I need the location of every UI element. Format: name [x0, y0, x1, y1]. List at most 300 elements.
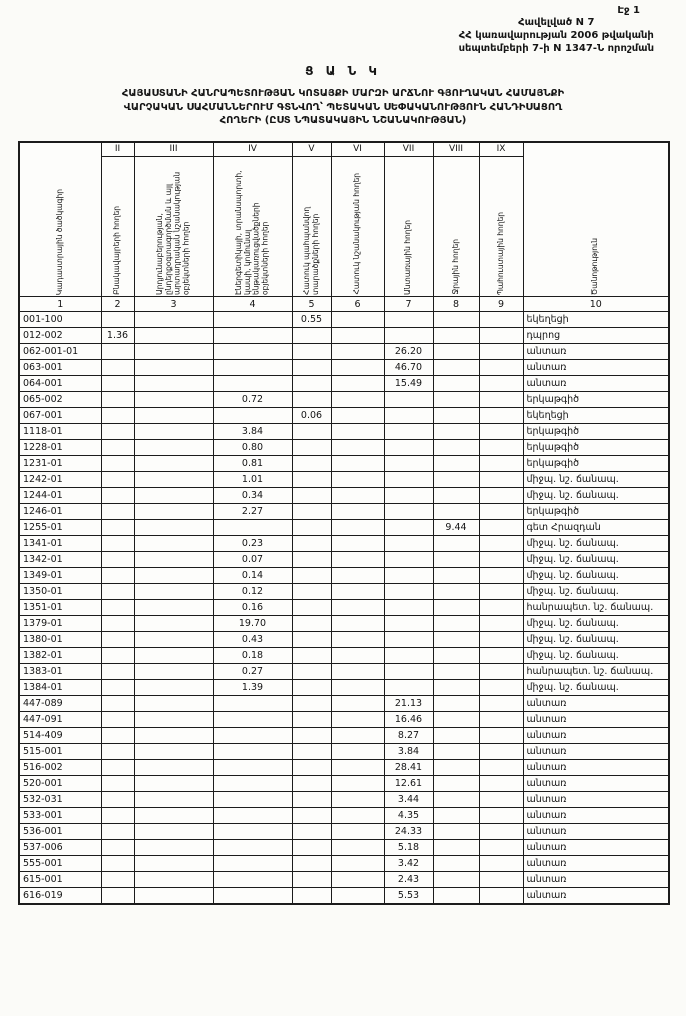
area-value-cell	[433, 456, 479, 472]
area-value-cell: 26.20	[384, 344, 433, 360]
area-value-cell	[134, 440, 213, 456]
area-value-cell	[331, 392, 384, 408]
column-roman-numeral: IV	[213, 142, 292, 157]
note-cell: միջպ. նշ. ճանապ.	[523, 472, 669, 488]
area-value-cell	[101, 872, 134, 888]
area-value-cell	[101, 792, 134, 808]
area-value-cell	[292, 712, 331, 728]
table-row	[19, 824, 669, 840]
area-value-cell	[134, 536, 213, 552]
cadastral-code-cell: 532-031	[19, 792, 101, 808]
area-value-cell	[292, 504, 331, 520]
note-cell: անտառ	[523, 792, 669, 808]
area-value-cell: 9.44	[433, 520, 479, 536]
area-value-cell	[134, 840, 213, 856]
area-value-cell	[433, 776, 479, 792]
note-cell: եկեղեցի	[523, 408, 669, 424]
area-value-cell	[134, 856, 213, 872]
area-value-cell	[384, 312, 433, 328]
note-cell: անտառ	[523, 888, 669, 904]
area-value-cell	[479, 360, 523, 376]
area-value-cell	[101, 664, 134, 680]
column-number: 8	[433, 297, 479, 312]
table-row	[19, 520, 669, 536]
table-row	[19, 856, 669, 872]
title-line-2: ՎԱՐՉԱԿԱՆ ՍԱՀՄԱՆՆԵՐՈՒՄ ԳՏՆՎՈՂ՝ ՊԵՏԱԿԱՆ ՍԵՓԱԿԱՆՈՒԹՅՈՒՆ ՀԱՆԴԻՍԱՑՈՂ	[123, 101, 563, 113]
area-value-cell	[134, 520, 213, 536]
header-note-label: Ծանոթություն	[590, 237, 600, 295]
cadastral-code-cell: 062-001-01	[19, 344, 101, 360]
area-value-cell	[292, 824, 331, 840]
area-value-cell	[292, 888, 331, 904]
area-value-cell	[331, 472, 384, 488]
table-row	[19, 680, 669, 696]
area-value-cell	[479, 536, 523, 552]
table-row	[19, 328, 669, 344]
area-value-cell	[331, 568, 384, 584]
column-number: 7	[384, 297, 433, 312]
area-value-cell	[384, 488, 433, 504]
note-cell: միջպ. նշ. ճանապ.	[523, 536, 669, 552]
area-value-cell: 21.13	[384, 696, 433, 712]
area-value-cell	[134, 744, 213, 760]
area-value-cell	[292, 552, 331, 568]
area-value-cell	[433, 312, 479, 328]
area-value-cell	[331, 872, 384, 888]
area-value-cell	[479, 744, 523, 760]
area-value-cell: 2.27	[213, 504, 292, 520]
area-value-cell	[433, 568, 479, 584]
area-value-cell	[134, 824, 213, 840]
area-value-cell	[384, 456, 433, 472]
note-cell: եկեղեցի	[523, 312, 669, 328]
area-value-cell	[101, 632, 134, 648]
header-industrial-lands: Արդյունաբերության, ընդերքօգտագործման և այլ արտադրական նշանակության օբյեկտների հողեր	[134, 157, 213, 297]
cadastral-code-cell: 1118-01	[19, 424, 101, 440]
area-value-cell	[213, 712, 292, 728]
area-value-cell	[292, 440, 331, 456]
note-cell: երկաթգիծ	[523, 440, 669, 456]
table-row	[19, 808, 669, 824]
note-cell: երկաթգիծ	[523, 456, 669, 472]
area-value-cell	[331, 632, 384, 648]
area-value-cell	[101, 408, 134, 424]
area-value-cell	[101, 696, 134, 712]
area-value-cell	[479, 584, 523, 600]
area-value-cell	[134, 472, 213, 488]
note-cell: միջպ. նշ. ճանապ.	[523, 488, 669, 504]
area-value-cell	[433, 328, 479, 344]
area-value-cell	[331, 680, 384, 696]
note-cell: անտառ	[523, 360, 669, 376]
table-row	[19, 792, 669, 808]
note-cell: միջպ. նշ. ճանապ.	[523, 632, 669, 648]
area-value-cell	[479, 680, 523, 696]
table-row	[19, 488, 669, 504]
area-value-cell	[213, 344, 292, 360]
area-value-cell	[433, 760, 479, 776]
table-row	[19, 376, 669, 392]
area-value-cell	[101, 504, 134, 520]
area-value-cell	[101, 888, 134, 904]
area-value-cell	[331, 536, 384, 552]
doc-type-heading: Ց Ա Ն Կ	[305, 64, 381, 78]
table-row	[19, 712, 669, 728]
cadastral-code-cell: 1341-01	[19, 536, 101, 552]
area-value-cell	[384, 504, 433, 520]
title-line-1: ՀԱՅԱՍՏԱՆԻ ՀԱՆՐԱՊԵՏՈՒԹՅԱՆ ԿՈՏԱՅՔԻ ՄԱՐԶԻ ԱՐՃՆՈՒ ԳՅՈՒՂԱԿԱՆ ՀԱՄԱՅՆՔԻ	[121, 88, 565, 99]
note-cell: անտառ	[523, 776, 669, 792]
note-cell: երկաթգիծ	[523, 392, 669, 408]
column-roman-numeral: VII	[384, 142, 433, 157]
area-value-cell	[331, 408, 384, 424]
table-row	[19, 584, 669, 600]
area-value-cell	[292, 584, 331, 600]
area-value-cell	[384, 408, 433, 424]
area-value-cell	[134, 728, 213, 744]
area-value-cell	[331, 312, 384, 328]
note-cell: միջպ. նշ. ճանապ.	[523, 680, 669, 696]
cadastral-code-cell: 520-001	[19, 776, 101, 792]
area-value-cell	[479, 872, 523, 888]
area-value-cell	[479, 328, 523, 344]
column-roman-numeral: IX	[479, 142, 523, 157]
area-value-cell	[292, 392, 331, 408]
note-cell: անտառ	[523, 712, 669, 728]
area-value-cell	[213, 760, 292, 776]
area-value-cell	[292, 344, 331, 360]
area-value-cell	[213, 808, 292, 824]
cadastral-code-cell: 537-006	[19, 840, 101, 856]
area-value-cell	[134, 664, 213, 680]
column-roman-numeral: V	[292, 142, 331, 157]
cadastral-code-cell: 012-002	[19, 328, 101, 344]
area-value-cell	[433, 600, 479, 616]
table-row	[19, 840, 669, 856]
area-value-cell	[213, 408, 292, 424]
document-title	[18, 87, 668, 128]
area-value-cell	[292, 776, 331, 792]
gov-decision-line1: ՀՀ կառավարության 2006 թվականի	[458, 30, 654, 41]
area-value-cell	[433, 552, 479, 568]
cadastral-code-cell: 615-001	[19, 872, 101, 888]
area-value-cell	[101, 344, 134, 360]
area-value-cell	[433, 504, 479, 520]
column-roman-numeral: II	[101, 142, 134, 157]
area-value-cell	[101, 376, 134, 392]
table-row	[19, 408, 669, 424]
roman-numeral-row	[19, 142, 669, 157]
cadastral-code-cell: 1350-01	[19, 584, 101, 600]
cadastral-code-cell: 447-091	[19, 712, 101, 728]
area-value-cell	[101, 776, 134, 792]
note-cell: միջպ. նշ. ճանապ.	[523, 616, 669, 632]
area-value-cell	[433, 424, 479, 440]
table-row	[19, 632, 669, 648]
header-note	[523, 142, 669, 297]
area-value-cell	[479, 632, 523, 648]
area-value-cell	[213, 840, 292, 856]
area-value-cell	[479, 712, 523, 728]
area-value-cell	[479, 424, 523, 440]
area-value-cell	[479, 808, 523, 824]
table-row	[19, 616, 669, 632]
table-row	[19, 760, 669, 776]
cadastral-code-cell: 533-001	[19, 808, 101, 824]
area-value-cell	[134, 888, 213, 904]
table-row	[19, 776, 669, 792]
area-value-cell	[331, 424, 384, 440]
area-value-cell	[101, 584, 134, 600]
area-value-cell: 1.36	[101, 328, 134, 344]
column-number: 5	[292, 297, 331, 312]
area-value-cell	[479, 504, 523, 520]
area-value-cell	[433, 440, 479, 456]
area-value-cell	[292, 488, 331, 504]
cadastral-code-cell: 1351-01	[19, 600, 101, 616]
area-value-cell: 0.55	[292, 312, 331, 328]
area-value-cell	[433, 632, 479, 648]
cadastral-code-cell: 063-001	[19, 360, 101, 376]
area-value-cell	[331, 616, 384, 632]
cadastral-code-cell: 516-002	[19, 760, 101, 776]
cadastral-code-cell: 1228-01	[19, 440, 101, 456]
area-value-cell	[213, 360, 292, 376]
area-value-cell	[433, 712, 479, 728]
table-row	[19, 728, 669, 744]
area-value-cell	[384, 392, 433, 408]
column-roman-numeral: VI	[331, 142, 384, 157]
area-value-cell	[134, 568, 213, 584]
table-body	[19, 312, 669, 904]
cadastral-code-cell: 1246-01	[19, 504, 101, 520]
area-value-cell: 0.43	[213, 632, 292, 648]
area-value-cell	[134, 616, 213, 632]
area-value-cell	[213, 728, 292, 744]
area-value-cell: 0.16	[213, 600, 292, 616]
area-value-cell	[331, 712, 384, 728]
column-number-row	[19, 297, 669, 312]
area-value-cell	[331, 696, 384, 712]
area-value-cell	[292, 792, 331, 808]
area-value-cell: 12.61	[384, 776, 433, 792]
area-value-cell	[134, 792, 213, 808]
cadastral-code-cell: 555-001	[19, 856, 101, 872]
area-value-cell	[479, 408, 523, 424]
area-value-cell	[101, 600, 134, 616]
header-reserve-lands: Պահուստային հողեր	[479, 157, 523, 297]
area-value-cell: 1.01	[213, 472, 292, 488]
area-value-cell	[479, 728, 523, 744]
column-number: 2	[101, 297, 134, 312]
area-value-cell	[101, 808, 134, 824]
area-value-cell	[433, 360, 479, 376]
area-value-cell	[101, 360, 134, 376]
cadastral-code-cell: 1379-01	[19, 616, 101, 632]
area-value-cell	[331, 360, 384, 376]
area-value-cell	[213, 376, 292, 392]
area-value-cell	[292, 696, 331, 712]
area-value-cell: 3.84	[384, 744, 433, 760]
area-value-cell	[433, 392, 479, 408]
note-cell: անտառ	[523, 872, 669, 888]
area-value-cell	[331, 840, 384, 856]
area-value-cell: 46.70	[384, 360, 433, 376]
column-number: 6	[331, 297, 384, 312]
area-value-cell	[134, 552, 213, 568]
area-value-cell	[384, 664, 433, 680]
area-value-cell	[433, 856, 479, 872]
note-cell: անտառ	[523, 696, 669, 712]
area-value-cell	[292, 856, 331, 872]
cadastral-code-cell: 1242-01	[19, 472, 101, 488]
area-value-cell	[433, 408, 479, 424]
area-value-cell	[292, 568, 331, 584]
note-cell: անտառ	[523, 344, 669, 360]
area-value-cell	[134, 712, 213, 728]
area-value-cell	[134, 872, 213, 888]
header-water-lands: Ջրային հողեր	[433, 157, 479, 297]
area-value-cell: 0.06	[292, 408, 331, 424]
area-value-cell	[292, 376, 331, 392]
area-value-cell	[479, 600, 523, 616]
area-value-cell	[479, 520, 523, 536]
area-value-cell	[433, 840, 479, 856]
area-value-cell	[134, 584, 213, 600]
area-value-cell	[384, 680, 433, 696]
area-value-cell	[292, 632, 331, 648]
cadastral-code-cell: 065-002	[19, 392, 101, 408]
appendix-block	[459, 16, 654, 55]
area-value-cell	[134, 328, 213, 344]
area-value-cell	[134, 696, 213, 712]
cadastral-code-cell: 515-001	[19, 744, 101, 760]
area-value-cell	[134, 600, 213, 616]
area-value-cell	[331, 792, 384, 808]
area-value-cell	[134, 424, 213, 440]
area-value-cell	[433, 376, 479, 392]
area-value-cell: 0.27	[213, 664, 292, 680]
note-cell: անտառ	[523, 808, 669, 824]
area-value-cell	[292, 760, 331, 776]
area-value-cell	[433, 728, 479, 744]
table-row	[19, 888, 669, 904]
area-value-cell: 0.07	[213, 552, 292, 568]
area-value-cell	[331, 728, 384, 744]
column-number: 4	[213, 297, 292, 312]
area-value-cell	[331, 456, 384, 472]
area-value-cell	[433, 680, 479, 696]
area-value-cell	[433, 472, 479, 488]
area-value-cell	[101, 680, 134, 696]
area-value-cell	[134, 312, 213, 328]
area-value-cell	[479, 792, 523, 808]
area-value-cell	[134, 376, 213, 392]
area-value-cell: 1.39	[213, 680, 292, 696]
area-value-cell	[384, 584, 433, 600]
area-value-cell	[134, 456, 213, 472]
note-cell: հանրապետ. նշ. ճանապ.	[523, 600, 669, 616]
area-value-cell	[479, 568, 523, 584]
area-value-cell	[101, 616, 134, 632]
cadastral-code-cell: 1342-01	[19, 552, 101, 568]
area-value-cell: 24.33	[384, 824, 433, 840]
area-value-cell	[331, 760, 384, 776]
area-value-cell: 5.18	[384, 840, 433, 856]
area-value-cell	[384, 648, 433, 664]
area-value-cell	[479, 776, 523, 792]
table-row	[19, 424, 669, 440]
area-value-cell	[479, 472, 523, 488]
area-value-cell: 0.81	[213, 456, 292, 472]
title-line-3: ՀՈՂԵՐԻ (ԸՍՏ ՆՊԱՏԱԿԱՅԻՆ ՆՇԱՆԱԿՈՒԹՅԱՆ)	[219, 115, 467, 126]
area-value-cell	[213, 328, 292, 344]
table-row	[19, 504, 669, 520]
area-value-cell	[479, 440, 523, 456]
area-value-cell	[134, 488, 213, 504]
note-cell: միջպ. նշ. ճանապ.	[523, 568, 669, 584]
area-value-cell	[292, 360, 331, 376]
area-value-cell	[292, 808, 331, 824]
table-row	[19, 568, 669, 584]
cadastral-code-cell: 514-409	[19, 728, 101, 744]
area-value-cell	[479, 616, 523, 632]
area-value-cell	[479, 456, 523, 472]
area-value-cell	[101, 760, 134, 776]
note-cell: միջպ. նշ. ճանապ.	[523, 584, 669, 600]
area-value-cell	[134, 632, 213, 648]
header-protected-lands: Հատուկ պահպանվող տարածքների հողեր	[292, 157, 331, 297]
table-row	[19, 664, 669, 680]
cadastral-code-cell: 1244-01	[19, 488, 101, 504]
area-value-cell	[134, 648, 213, 664]
area-value-cell: 4.35	[384, 808, 433, 824]
area-value-cell	[479, 312, 523, 328]
note-cell: անտառ	[523, 824, 669, 840]
area-value-cell	[101, 648, 134, 664]
area-value-cell	[479, 552, 523, 568]
area-value-cell	[134, 680, 213, 696]
cadastral-code-cell: 1380-01	[19, 632, 101, 648]
area-value-cell: 0.14	[213, 568, 292, 584]
area-value-cell	[331, 824, 384, 840]
header-forest-lands: Անտառային հողեր	[384, 157, 433, 297]
area-value-cell	[384, 520, 433, 536]
table-row	[19, 600, 669, 616]
table-row	[19, 392, 669, 408]
note-cell: միջպ. նշ. ճանապ.	[523, 552, 669, 568]
area-value-cell	[292, 424, 331, 440]
table-row	[19, 360, 669, 376]
note-cell: երկաթգիծ	[523, 424, 669, 440]
area-value-cell: 0.12	[213, 584, 292, 600]
area-value-cell	[433, 872, 479, 888]
area-value-cell: 8.27	[384, 728, 433, 744]
area-value-cell	[134, 392, 213, 408]
page-number: Էջ 1	[617, 5, 640, 16]
area-value-cell	[331, 600, 384, 616]
area-value-cell	[479, 824, 523, 840]
area-value-cell	[213, 856, 292, 872]
appendix-ref: Հավելված N 7	[518, 17, 595, 28]
area-value-cell	[213, 888, 292, 904]
area-value-cell	[331, 440, 384, 456]
column-roman-numeral: III	[134, 142, 213, 157]
area-value-cell	[331, 888, 384, 904]
table-row	[19, 872, 669, 888]
note-cell: անտառ	[523, 840, 669, 856]
area-value-cell	[433, 744, 479, 760]
